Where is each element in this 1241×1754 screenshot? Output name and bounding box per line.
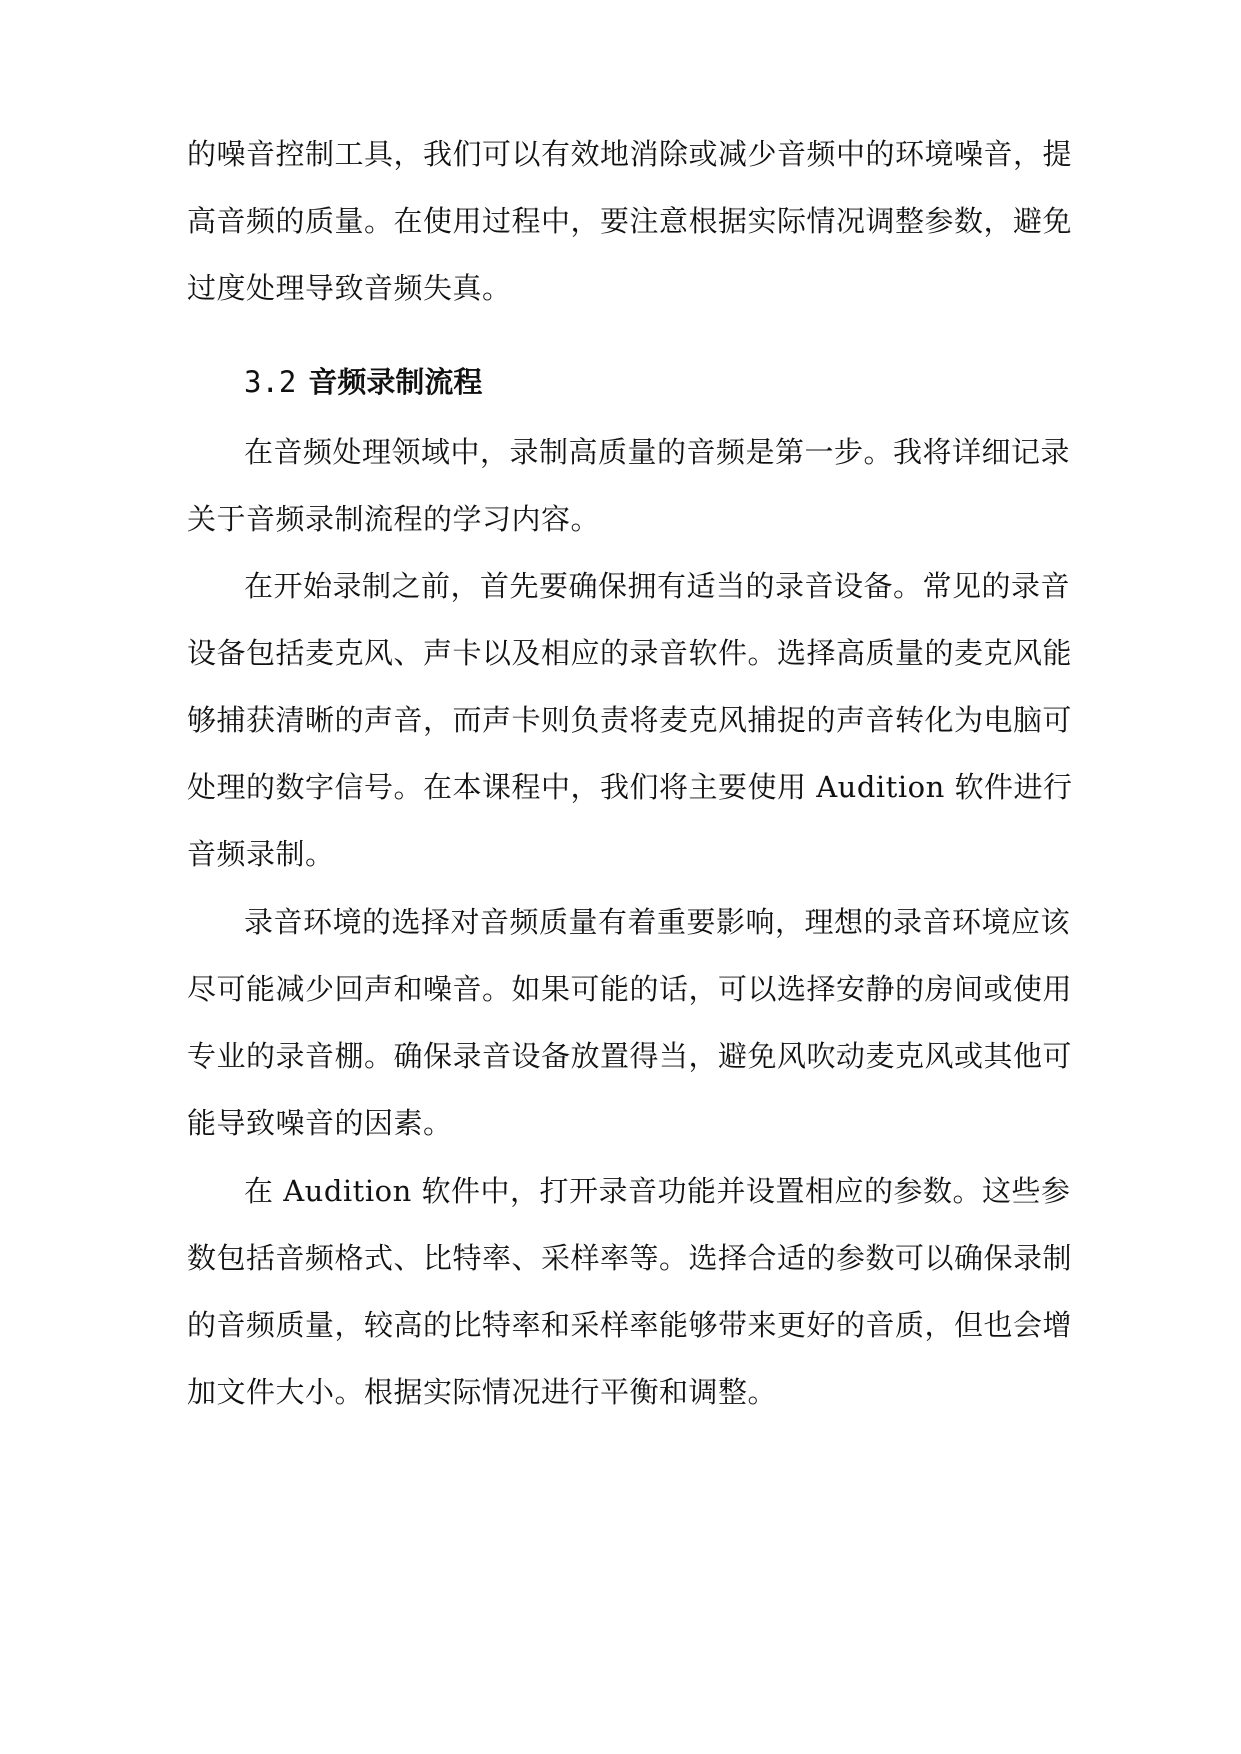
section-heading — [244, 362, 482, 402]
paragraph-line: 高音频的质量。在使用过程中，要注意根据实际情况调整参数，避免 — [187, 204, 1073, 238]
paragraph-line: 尽可能减少回声和噪音。如果可能的话，可以选择安静的房间或使用 — [187, 972, 1073, 1006]
paragraph-line: 录音环境的选择对音频质量有着重要影响，理想的录音环境应该 — [244, 905, 1071, 939]
paragraph-line: 在 Audition 软件中，打开录音功能并设置相应的参数。这些参 — [244, 1174, 1071, 1208]
paragraph-line: 的噪音控制工具，我们可以有效地消除或减少音频中的环境噪音，提 — [187, 137, 1073, 171]
section-title: 音频录制流程 — [308, 365, 483, 399]
paragraph-line: 加文件大小。根据实际情况进行平衡和调整。 — [187, 1375, 778, 1409]
paragraph-line: 关于音频录制流程的学习内容。 — [187, 502, 601, 536]
paragraph-line: 过度处理导致音频失真。 — [187, 271, 512, 305]
section-number: 3.2 — [244, 365, 297, 399]
paragraph-line: 在开始录制之前，首先要确保拥有适当的录音设备。常见的录音 — [244, 569, 1071, 603]
paragraph-line: 的音频质量，较高的比特率和采样率能够带来更好的音质，但也会增 — [187, 1308, 1073, 1342]
paragraph-line: 设备包括麦克风、声卡以及相应的录音软件。选择高质量的麦克风能 — [187, 636, 1073, 670]
paragraph-line: 音频录制。 — [187, 837, 335, 871]
paragraph-line: 能导致噪音的因素。 — [187, 1106, 453, 1140]
paragraph-line: 够捕获清晰的声音，而声卡则负责将麦克风捕捉的声音转化为电脑可 — [187, 703, 1073, 737]
paragraph-line: 专业的录音棚。确保录音设备放置得当，避免风吹动麦克风或其他可 — [187, 1039, 1073, 1073]
paragraph-line: 处理的数字信号。在本课程中，我们将主要使用 Audition 软件进行 — [187, 770, 1073, 804]
paragraph-line: 在音频处理领域中，录制高质量的音频是第一步。我将详细记录 — [244, 435, 1071, 469]
paragraph-line: 数包括音频格式、比特率、采样率等。选择合适的参数可以确保录制 — [187, 1241, 1073, 1275]
